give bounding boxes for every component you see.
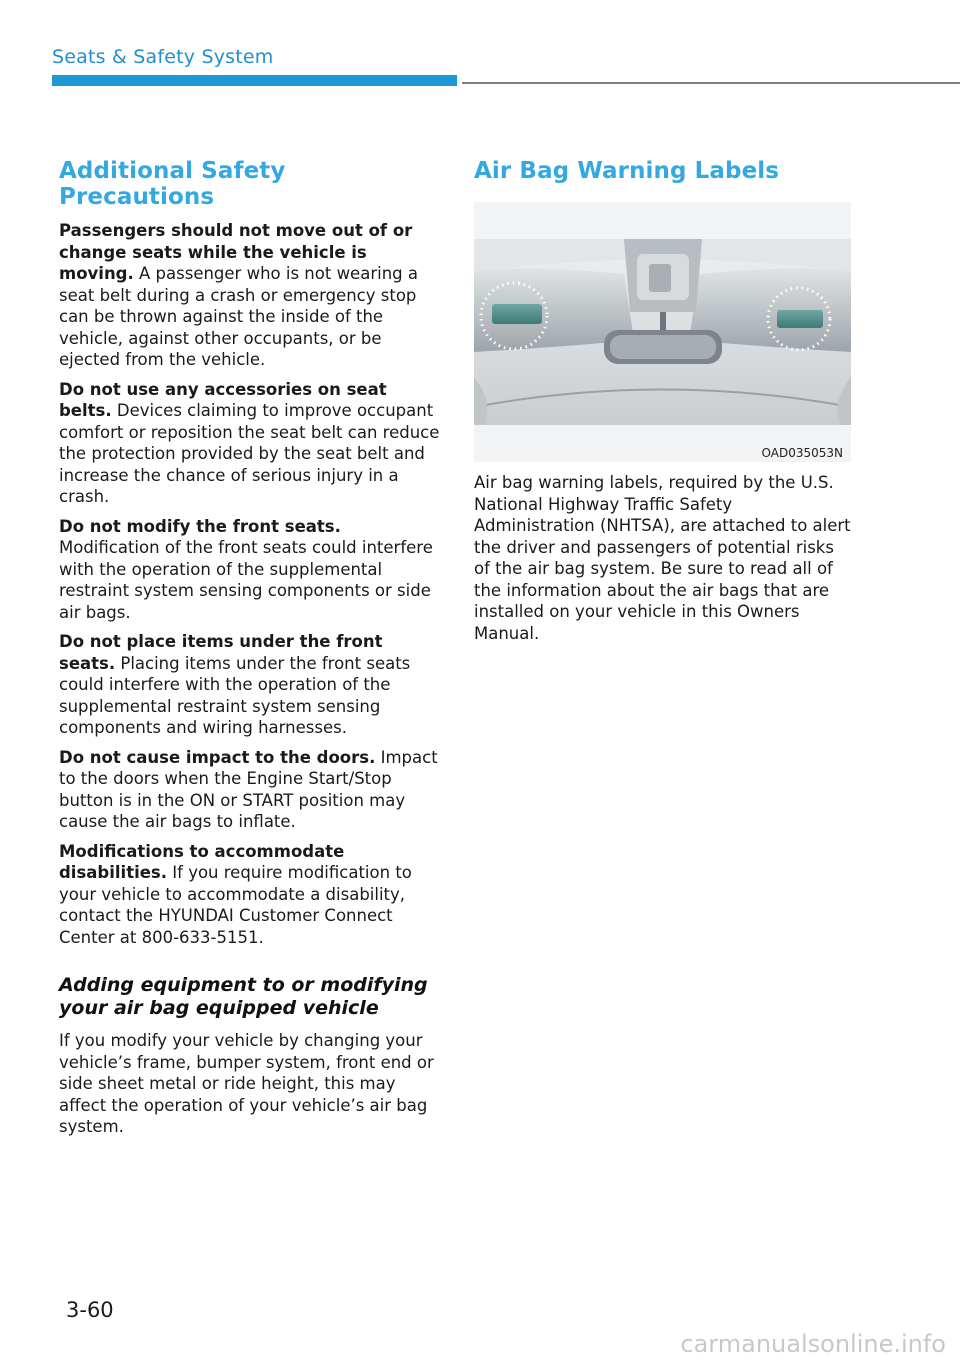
section-heading-precautions: Additional Safety Precautions xyxy=(59,158,286,210)
precaution-lead: Do not cause impact to the doors. xyxy=(59,747,376,767)
modifying-paragraph: If you modify your vehicle by changing your vehicle’s frame, bumper system, front end or side sheet metal or ride height, this may affect the operation of your vehicle’s air bag system. xyxy=(59,1031,434,1136)
precaution-lead: Do not place items under the front seats. xyxy=(59,632,383,673)
left-warning-label xyxy=(492,304,542,324)
precaution-lead: Passengers should not move out of or change seats while the vehicle is moving. xyxy=(59,221,413,283)
left-column xyxy=(59,158,444,1146)
page-header-title: Seats & Safety System xyxy=(52,46,274,68)
precaution-paragraph xyxy=(59,220,444,371)
header-rule-accent xyxy=(52,75,457,86)
subheading-modifying-vehicle: Adding equipment to or modifying your air bag equipped vehicle xyxy=(59,974,428,1019)
right-warning-label xyxy=(777,310,823,328)
precaution-lead: Do not modify the front seats. xyxy=(59,516,341,536)
precaution-paragraph xyxy=(59,516,444,624)
precaution-body: Modification of the front seats could interfere with the operation of the supplemental restraint system sensing components or side air bags. xyxy=(59,538,433,622)
precaution-paragraph xyxy=(59,747,444,833)
precaution-lead: Do not use any accessories on seat belts. xyxy=(59,379,387,420)
section-heading-warning-labels: Air Bag Warning Labels xyxy=(474,158,780,184)
watermark: carmanualsonline.info xyxy=(680,1330,946,1358)
right-column xyxy=(474,158,851,652)
precaution-body: Impact to the doors when the Engine Start/Stop button is in the ON or START position may cause the air bags to inflate. xyxy=(59,747,438,831)
page-number: 3-60 xyxy=(66,1298,114,1322)
precaution-paragraph xyxy=(59,841,444,949)
precaution-lead: Modifications to accommodate disabilities. xyxy=(59,841,345,882)
warning-labels-paragraph: Air bag warning labels, required by the U.S. National Highway Traffic Safety Administration (NHTSA), are attached to alert the driver and passengers of potential risks of the air bag system. Be sure to read all of the information about the air bags that are installed on your vehicle in this Owners Manual. xyxy=(474,473,851,643)
precaution-body: Placing items under the front seats could interfere with the operation of the supplemental restraint system sensing components and wiring harnesses. xyxy=(59,653,411,737)
airbag-label-illustration xyxy=(474,202,851,462)
precaution-paragraph xyxy=(59,631,444,739)
header-rule-line xyxy=(462,82,960,84)
precaution-paragraph xyxy=(59,379,444,508)
headliner-illustration xyxy=(474,202,851,462)
figure-code: OAD035053N xyxy=(761,446,843,460)
precaution-body: A passenger who is not wearing a seat belt during a crash or emergency stop can be thrown against the inside of the vehicle, against other occupants, or be ejected from the vehicle. xyxy=(59,264,418,369)
precaution-body: Devices claiming to improve occupant comfort or reposition the seat belt can reduce the protection provided by the seat belt and increase the chance of serious injury in a crash. xyxy=(59,401,440,506)
precaution-body: If you require modification to your vehicle to accommodate a disability, contact the HYUNDAI Customer Connect Center at 800-633-5151. xyxy=(59,863,412,947)
